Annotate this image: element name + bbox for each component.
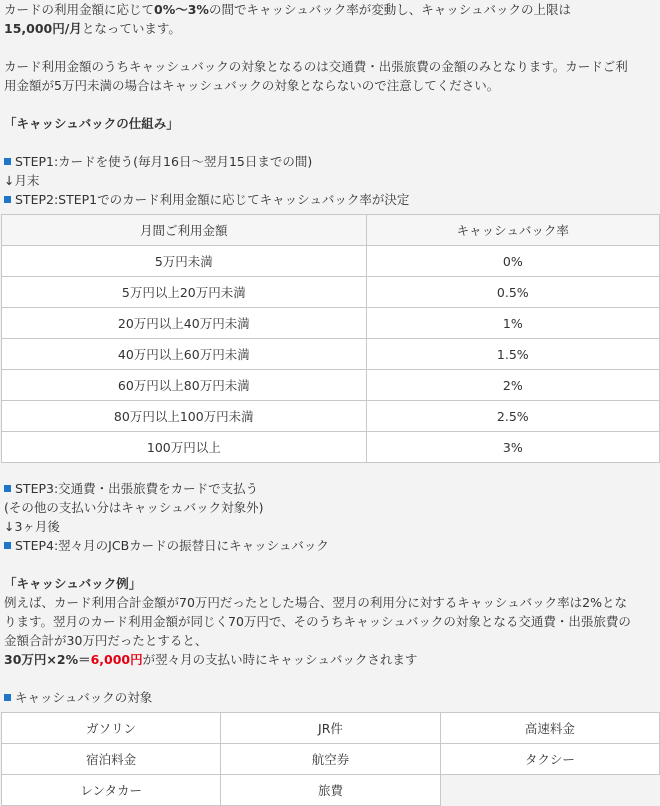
amount-cell: 5万円以上20万円未満: [2, 277, 367, 308]
table-row: [2, 432, 660, 463]
header-usage-amount: 月間ご利用金額: [2, 215, 367, 246]
target-cell: タクシー: [440, 744, 659, 775]
arrow-three-months: ↓3ヶ月後: [4, 519, 60, 534]
target-cell: 航空券: [221, 744, 440, 775]
table-row: [2, 370, 660, 401]
rate-cell: 0%: [366, 246, 659, 277]
targets-title: キャッシュバックの対象: [15, 690, 153, 705]
step-1-text: STEP1:カードを使う(毎月16日〜翌月15日までの間): [15, 154, 313, 169]
example-line-2: ります。翌月のカード利用金額が同じく70万円で、そのうちキャッシュバックの対象となる交通費・出張旅費の: [4, 614, 631, 629]
target-cell: レンタカー: [2, 775, 221, 806]
square-bullet-icon: [4, 158, 11, 165]
amount-cell: 5万円未満: [2, 246, 367, 277]
table-row: [2, 775, 660, 806]
target-cell: 宿泊料金: [2, 744, 221, 775]
rate-cell: 2.5%: [366, 401, 659, 432]
rate-cell: 3%: [366, 432, 659, 463]
cashback-target-table: [1, 712, 660, 806]
step-3: [0, 479, 660, 498]
table-row: [2, 744, 660, 775]
amount-cell: 60万円以上80万円未満: [2, 370, 367, 401]
table-row: [2, 277, 660, 308]
example-line-3: 金額合計が30万円だったとすると、: [4, 633, 208, 648]
amount-cell: 100万円以上: [2, 432, 367, 463]
intro-line-1: [0, 0, 660, 19]
rate-range: 0%〜3%: [154, 2, 209, 17]
target-cell: ガソリン: [2, 713, 221, 744]
intro-text: となっています。: [81, 21, 181, 36]
formula-result: 6,000円: [90, 652, 143, 667]
table-row: [2, 713, 660, 744]
rate-cell: 2%: [366, 370, 659, 401]
table-row: [2, 246, 660, 277]
target-cell: 旅費: [221, 775, 440, 806]
step-3-note: (その他の支払い分はキャッシュバック対象外): [4, 500, 264, 515]
arrow-month-end: ↓月末: [4, 173, 40, 188]
square-bullet-icon: [4, 196, 11, 203]
step-4-text: STEP4:翌々月のJCBカードの振替日にキャッシュバック: [15, 538, 329, 553]
formula-text: 30万円×2%＝: [4, 652, 91, 667]
section-title-mechanism: 「キャッシュバックの仕組み」: [4, 116, 179, 131]
amount-cell: 40万円以上60万円未満: [2, 339, 367, 370]
cashback-limit: 15,000円/月: [4, 21, 82, 36]
table-row: [2, 308, 660, 339]
step-1: [0, 152, 660, 171]
table-row: [2, 401, 660, 432]
square-bullet-icon: [4, 694, 11, 701]
amount-cell: 20万円以上40万円未満: [2, 308, 367, 339]
empty-cell: [440, 775, 659, 806]
rate-cell: 0.5%: [366, 277, 659, 308]
amount-cell: 80万円以上100万円未満: [2, 401, 367, 432]
rate-cell: 1%: [366, 308, 659, 339]
cashback-rate-table: [1, 214, 660, 463]
section-title-example: 「キャッシュバック例」: [4, 576, 142, 591]
table-row: [2, 339, 660, 370]
square-bullet-icon: [4, 485, 11, 492]
example-line-1: 例えば、カード利用合計金額が70万円だったとした場合、翌月の利用分に対するキャッシュバック率は2%とな: [4, 595, 627, 610]
target-cell: JR件: [221, 713, 440, 744]
step-3-text: STEP3:交通費・出張旅費をカードで支払う: [15, 481, 259, 496]
step-4: [0, 536, 660, 555]
step-2: [0, 190, 660, 209]
example-formula: [0, 650, 660, 669]
para2-line-2: 用金額が5万円未満の場合はキャッシュバックの対象とならないので注意してください。: [4, 78, 500, 93]
target-cell: 高速料金: [440, 713, 659, 744]
table-header-row: [2, 215, 660, 246]
header-cashback-rate: キャッシュバック率: [366, 215, 659, 246]
step-2-text: STEP2:STEP1でのカード利用金額に応じてキャッシュバック率が決定: [15, 192, 410, 207]
square-bullet-icon: [4, 542, 11, 549]
intro-line-2: [0, 19, 660, 38]
formula-rest: が翌々月の支払い時にキャッシュバックされます: [142, 652, 418, 667]
para2-line-1: カード利用金額のうちキャッシュバックの対象となるのは交通費・出張旅費の金額のみとなります。カードご利: [4, 59, 628, 74]
intro-text: カードの利用金額に応じて: [4, 2, 155, 17]
intro-text: の間でキャッシュバック率が変動し、キャッシュバックの上限は: [208, 2, 571, 17]
targets-heading: [0, 688, 660, 707]
rate-cell: 1.5%: [366, 339, 659, 370]
